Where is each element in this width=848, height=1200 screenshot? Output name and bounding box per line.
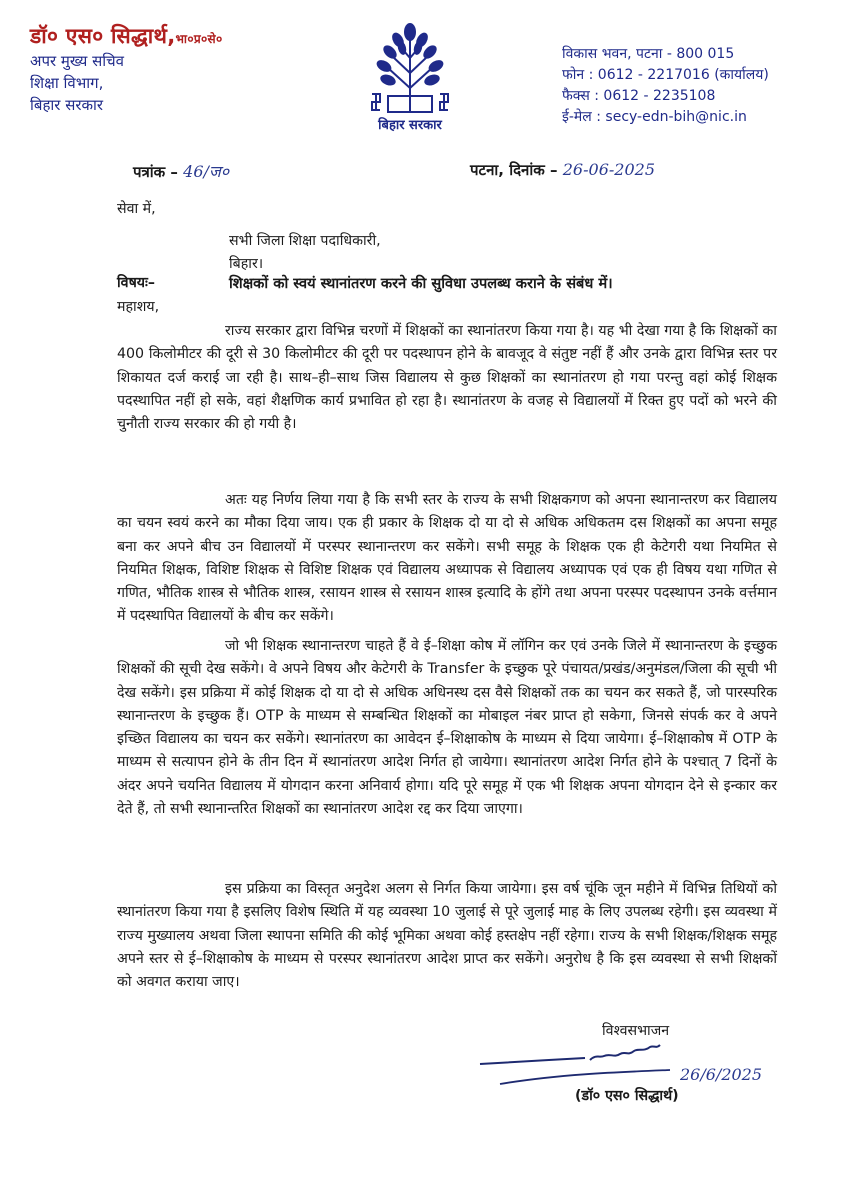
sender-designation: अपर मुख्य सचिव: [30, 52, 124, 70]
body-paragraph: इस प्रक्रिया का विस्तृत अनुदेश अलग से निर्गत किया जायेगा। इस वर्ष चूंकि जून महीने में विभिन्न तिथियों को स्थानांतरण किया गया है इसलिए विशेष स्थिति में यह व्यवस्था 10 जुलाई से पूरे जुलाई माह के लिए उपलब्ध रहेगी। इस व्यवस्था में राज्य मुख्यालय अथवा जिला स्थापना समिति की कोई भूमिका अथवा कोई हस्तक्षेप नहीं रहेगा। राज्य के सभी शिक्षक/शिक्षक समूह अपने स्तर से ई–शिक्षाकोष के माध्यम से परस्पर स्थानांतरण आदेश प्राप्त कर सकेंगे। अनुरोध है कि इस व्यवस्था से सभी शिक्षकों को अवगत कराया जाए।: [117, 881, 777, 991]
office-fax: फैक्स : 0612 - 2235108: [562, 88, 716, 104]
letter-date: [470, 160, 655, 180]
letter-date-value: 26-06-2025: [562, 160, 655, 179]
greeting: महाशय,: [117, 299, 160, 315]
body-paragraph: अतः यह निर्णय लिया गया है कि सभी स्तर के राज्य के सभी शिक्षकगण को अपना स्थानान्तरण कर विद्यालय का चयन स्वयं करने का मौका दिया जाय। एक ही प्रकार के शिक्षक दो या दो से अधिक अधिकतम दस शिक्षकों का अपना समूह बना कर अपने बीच उन विद्यालयों में परस्पर स्थानान्तरण कर सकेंगे। सभी समूह के शिक्षक एक ही केटेगरी यथा नियमित से नियमित शिक्षक, विशिष्ट शिक्षक से विशिष्ट शिक्षक एवं विद्यालय अध्यापक से विद्यालय अध्यापक एवं एक ही विषय यथा गणित से गणित, भौतिक शास्त्र से भौतिक शास्त्र, रसायन शास्त्र से रसायन शास्त्र इत्यादि के होंगे तथा अपना परस्पर पदस्थापन उनके वर्त्तमान में पदस्थापित विद्यालयों के बीच कर सकेंगे।: [117, 492, 777, 625]
letter-number-label: पत्रांक –: [133, 163, 178, 181]
subject-label: विषयः–: [117, 275, 155, 291]
contact-block: [562, 44, 834, 128]
emblem-caption: बिहार सरकार: [378, 118, 442, 133]
body-paragraph: राज्य सरकार द्वारा विभिन्न चरणों में शिक्षकों का स्थानांतरण किया गया है। यह भी देखा गया है कि शिक्षकों का 400 किलोमीटर की दूरी से 30 किलोमीटर की दूरी पर पदस्थापन होने के बावजूद वे संतुष्ट नहीं हैं और उनके द्वारा विभिन्न स्तर पर शिकायत दर्ज कराई जा रही है। साथ–ही–साथ जिस विद्यालय से कुछ शिक्षकों का स्थानांतरण हो गया परन्तु वहां कोई शिक्षक पदस्थापित नहीं हो सके, वहां शैक्षणिक कार्य प्रभावित हो रहा है। स्थानांतरण के वजह से विद्यालयों में रिक्त हुए पदों को भरने की चुनौती राज्य सरकार की हो गयी है।: [117, 323, 777, 433]
signature-date: 26/6/2025: [680, 1065, 763, 1084]
office-email: ई-मेल : secy-edn-bih@nic.in: [562, 109, 747, 125]
office-phone: फोन : 0612 - 2217016 (कार्यालय): [562, 67, 769, 83]
sender-degree: भा०प्र०से०: [175, 32, 223, 46]
closing: विश्वसभाजन: [602, 1023, 670, 1039]
subject-text: शिक्षकों को स्वयं स्थानांतरण करने की सुविधा उपलब्ध कराने के संबंध में।: [229, 275, 613, 292]
body-paragraph: जो भी शिक्षक स्थानान्तरण चाहते हैं वे ई–शिक्षा कोष में लॉगिन कर एवं उनके जिले में स्थानान्तरण के इच्छुक शिक्षकों की सूची देख सकेंगे। वे अपने विषय और केटेगरी के Transfer के इच्छुक पूरे पंचायत/प्रखंड/अनुमंडल/जिला की सूची भी देख सकेंगे। इस प्रक्रिया में कोई शिक्षक दो या दो से अधिक अधिनस्थ दस वैसे शिक्षकों तक का चयन कर सकते हैं, जो पारस्परिक स्थानान्तरण के इच्छुक हैं। OTP के माध्यम से सम्बन्धित शिक्षकों का मोबाइल नंबर प्राप्त हो सकेगा, जिनसे संपर्क कर वे अपने इच्छित विद्यालय का चयन कर सकेंगे। स्थानांतरण का आवेदन ई–शिक्षाकोष के माध्यम से दिया जायेगा। ई–शिक्षाकोष में OTP के माध्यम से सत्यापन होने के तीन दिन में स्थानांतरण आदेश निर्गत हो जायेगा। स्थानांतरण आदेश निर्गत होने के पश्चात् 7 दिनों के अंदर अपने चयनित विद्यालय में योगदान करना अनिवार्य होगा। यदि पूरे समूह में एक भी शिक्षक अपना योगदान देने से इन्कार कर देते हैं, तो सभी स्थानान्तरित शिक्षकों का स्थानांतरण आदेश रद्द कर दिया जाएगा।: [117, 638, 777, 818]
signatory-name: (डॉ० एस० सिद्धार्थ): [575, 1088, 679, 1104]
sender-block: [30, 22, 330, 116]
sender-name: [30, 22, 330, 50]
letter-number: [133, 160, 229, 182]
salutation-to: सेवा में,: [117, 201, 156, 217]
letter-number-value: 46/ज०: [183, 162, 230, 181]
sender-department: शिक्षा विभाग,: [30, 74, 104, 92]
office-address: विकास भवन, पटना - 800 015: [562, 46, 735, 62]
letter-date-label: पटना, दिनांक –: [470, 161, 558, 179]
addressee-line: सभी जिला शिक्षा पदाधिकारी,: [229, 233, 381, 249]
addressee-line: बिहार।: [229, 256, 264, 272]
addressee: [229, 230, 381, 276]
sender-government: बिहार सरकार: [30, 96, 104, 114]
sender-name-text: डॉ० एस० सिद्धार्थ,: [30, 24, 176, 48]
